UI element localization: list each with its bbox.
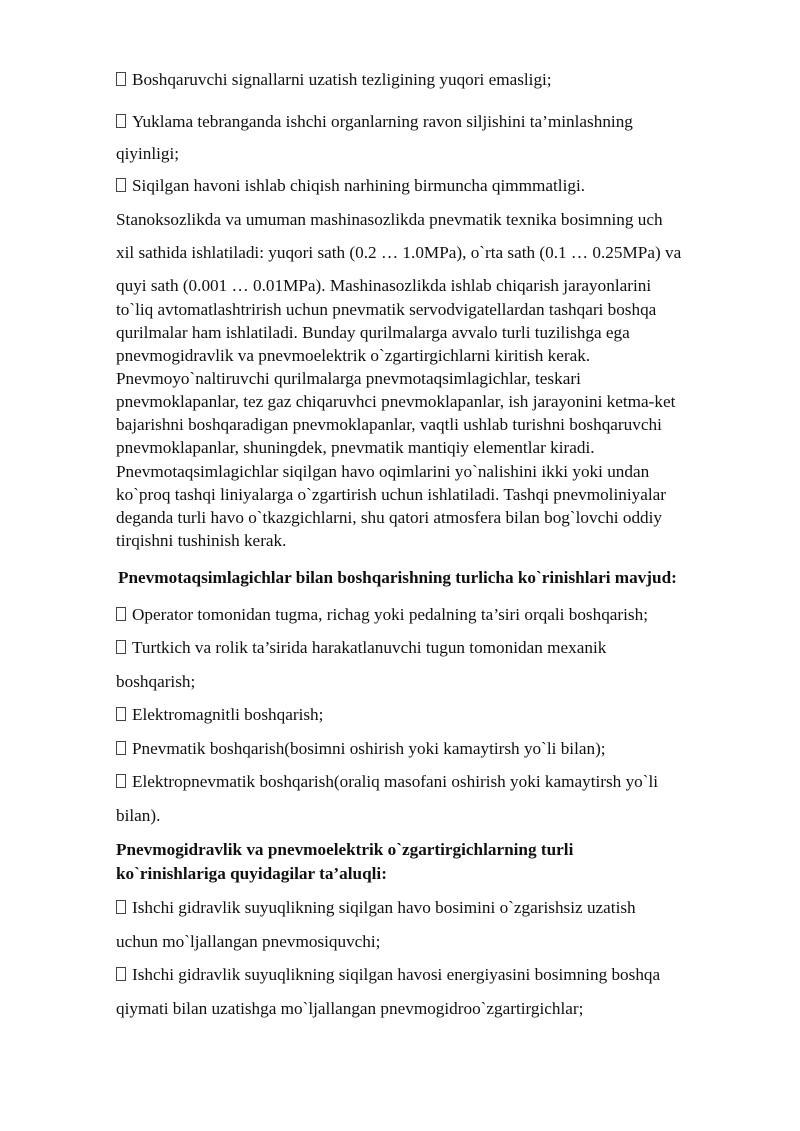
bullet-item: Elektromagnitli boshqarish; <box>116 705 323 725</box>
paragraph-line: pnevmoklapanlar, shuningdek, pnevmatik mantiqiy elementlar kiradi. <box>116 438 595 457</box>
bullet-glyph-icon <box>116 707 126 721</box>
bullet-continuation: bilan). <box>116 806 161 825</box>
bullet-item: Operator tomonidan tugma, richag yoki pedalning ta’siri orqali boshqarish; <box>116 605 648 625</box>
bullet-item: Elektropnevmatik boshqarish(oraliq masofani oshirish yoki kamaytirsh yo`li <box>116 772 658 792</box>
bullet-glyph-icon <box>116 741 126 755</box>
section-heading: Pnevmotaqsimlagichlar bilan boshqarishning turlicha ko`rinishlari mavjud: <box>118 568 677 587</box>
paragraph-line: qurilmalar ham ishlatiladi. Bunday qurilmalarga avvalo turli tuzilishga ega <box>116 323 630 342</box>
bullet-glyph-icon <box>116 900 126 914</box>
bullet-item: Yuklama tebranganda ishchi organlarning ravon siljishini ta’minlashning <box>116 112 633 132</box>
bullet-item: Ishchi gidravlik suyuqlikning siqilgan havosi energiyasini bosimning boshqa <box>116 965 660 985</box>
bullet-item: Siqilgan havoni ishlab chiqish narhining birmuncha qimmmatligi. <box>116 176 585 196</box>
bullet-glyph-icon <box>116 774 126 788</box>
paragraph-line: to`liq avtomatlashtrirish uchun pnevmatik servodvigatellardan tashqari boshqa <box>116 300 657 319</box>
paragraph-line: quyi sath (0.001 … 0.01MPa). Mashinasozlikda ishlab chiqarish jarayonlarini <box>116 276 652 295</box>
paragraph-line: xil sathida ishlatiladi: yuqori sath (0.2 … 1.0MPa), o`rta sath (0.1 … 0.25MPa) va <box>116 243 682 262</box>
paragraph-line: pnevmogidravlik va pnevmoelektrik o`zgartirgichlarni kiritish kerak. <box>116 346 591 365</box>
bullet-continuation: qiymati bilan uzatishga mo`ljallangan pnevmogidroo`zgartirgichlar; <box>116 999 584 1018</box>
paragraph-line: pnevmoklapanlar, tez gaz chiqaruvhci pnevmoklapanlar, ish jarayonini ketma-ket <box>116 392 676 411</box>
bullet-item: Turtkich va rolik ta’sirida harakatlanuvchi tugun tomonidan mexanik <box>116 638 606 658</box>
bullet-glyph-icon <box>116 967 126 981</box>
paragraph-line: Pnevmoyo`naltiruvchi qurilmalarga pnevmotaqsimlagichlar, teskari <box>116 369 581 388</box>
bullet-glyph-icon <box>116 72 126 86</box>
bullet-item: Pnevmatik boshqarish(bosimni oshirish yoki kamaytirsh yo`li bilan); <box>116 739 606 759</box>
bullet-glyph-icon <box>116 178 126 192</box>
paragraph-line: deganda turli havo o`tkazgichlarni, shu qatori atmosfera bilan bog`lovchi oddiy <box>116 508 663 527</box>
section-heading: Pnevmogidravlik va pnevmoelektrik o`zgartirgichlarning turli <box>116 840 574 859</box>
bullet-continuation: qiyinligi; <box>116 144 180 163</box>
bullet-continuation: uchun mo`ljallangan pnevmosiquvchi; <box>116 932 381 951</box>
bullet-item: Boshqaruvchi signallarni uzatish tezligining yuqori emasligi; <box>116 70 552 90</box>
bullet-glyph-icon <box>116 640 126 654</box>
bullet-glyph-icon <box>116 607 126 621</box>
section-heading: ko`rinishlariga quyidagilar ta’aluqli: <box>116 864 387 883</box>
bullet-continuation: boshqarish; <box>116 672 196 691</box>
paragraph-line: Stanoksozlikda va umuman mashinasozlikda pnevmatik texnika bosimning uch <box>116 210 663 229</box>
paragraph-line: tirqishni tushinish kerak. <box>116 531 287 550</box>
bullet-item: Ishchi gidravlik suyuqlikning siqilgan havo bosimini o`zgarishsiz uzatish <box>116 898 636 918</box>
paragraph-line: Pnevmotaqsimlagichlar siqilgan havo oqimlarini yo`nalishini ikki yoki undan <box>116 462 650 481</box>
paragraph-line: bajarishni boshqaradigan pnevmoklapanlar, vaqtli ushlab turishni boshqaruvchi <box>116 415 662 434</box>
paragraph-line: ko`proq tashqi liniyalarga o`zgartirish uchun ishlatiladi. Tashqi pnevmoliniyalar <box>116 485 666 504</box>
bullet-glyph-icon <box>116 114 126 128</box>
